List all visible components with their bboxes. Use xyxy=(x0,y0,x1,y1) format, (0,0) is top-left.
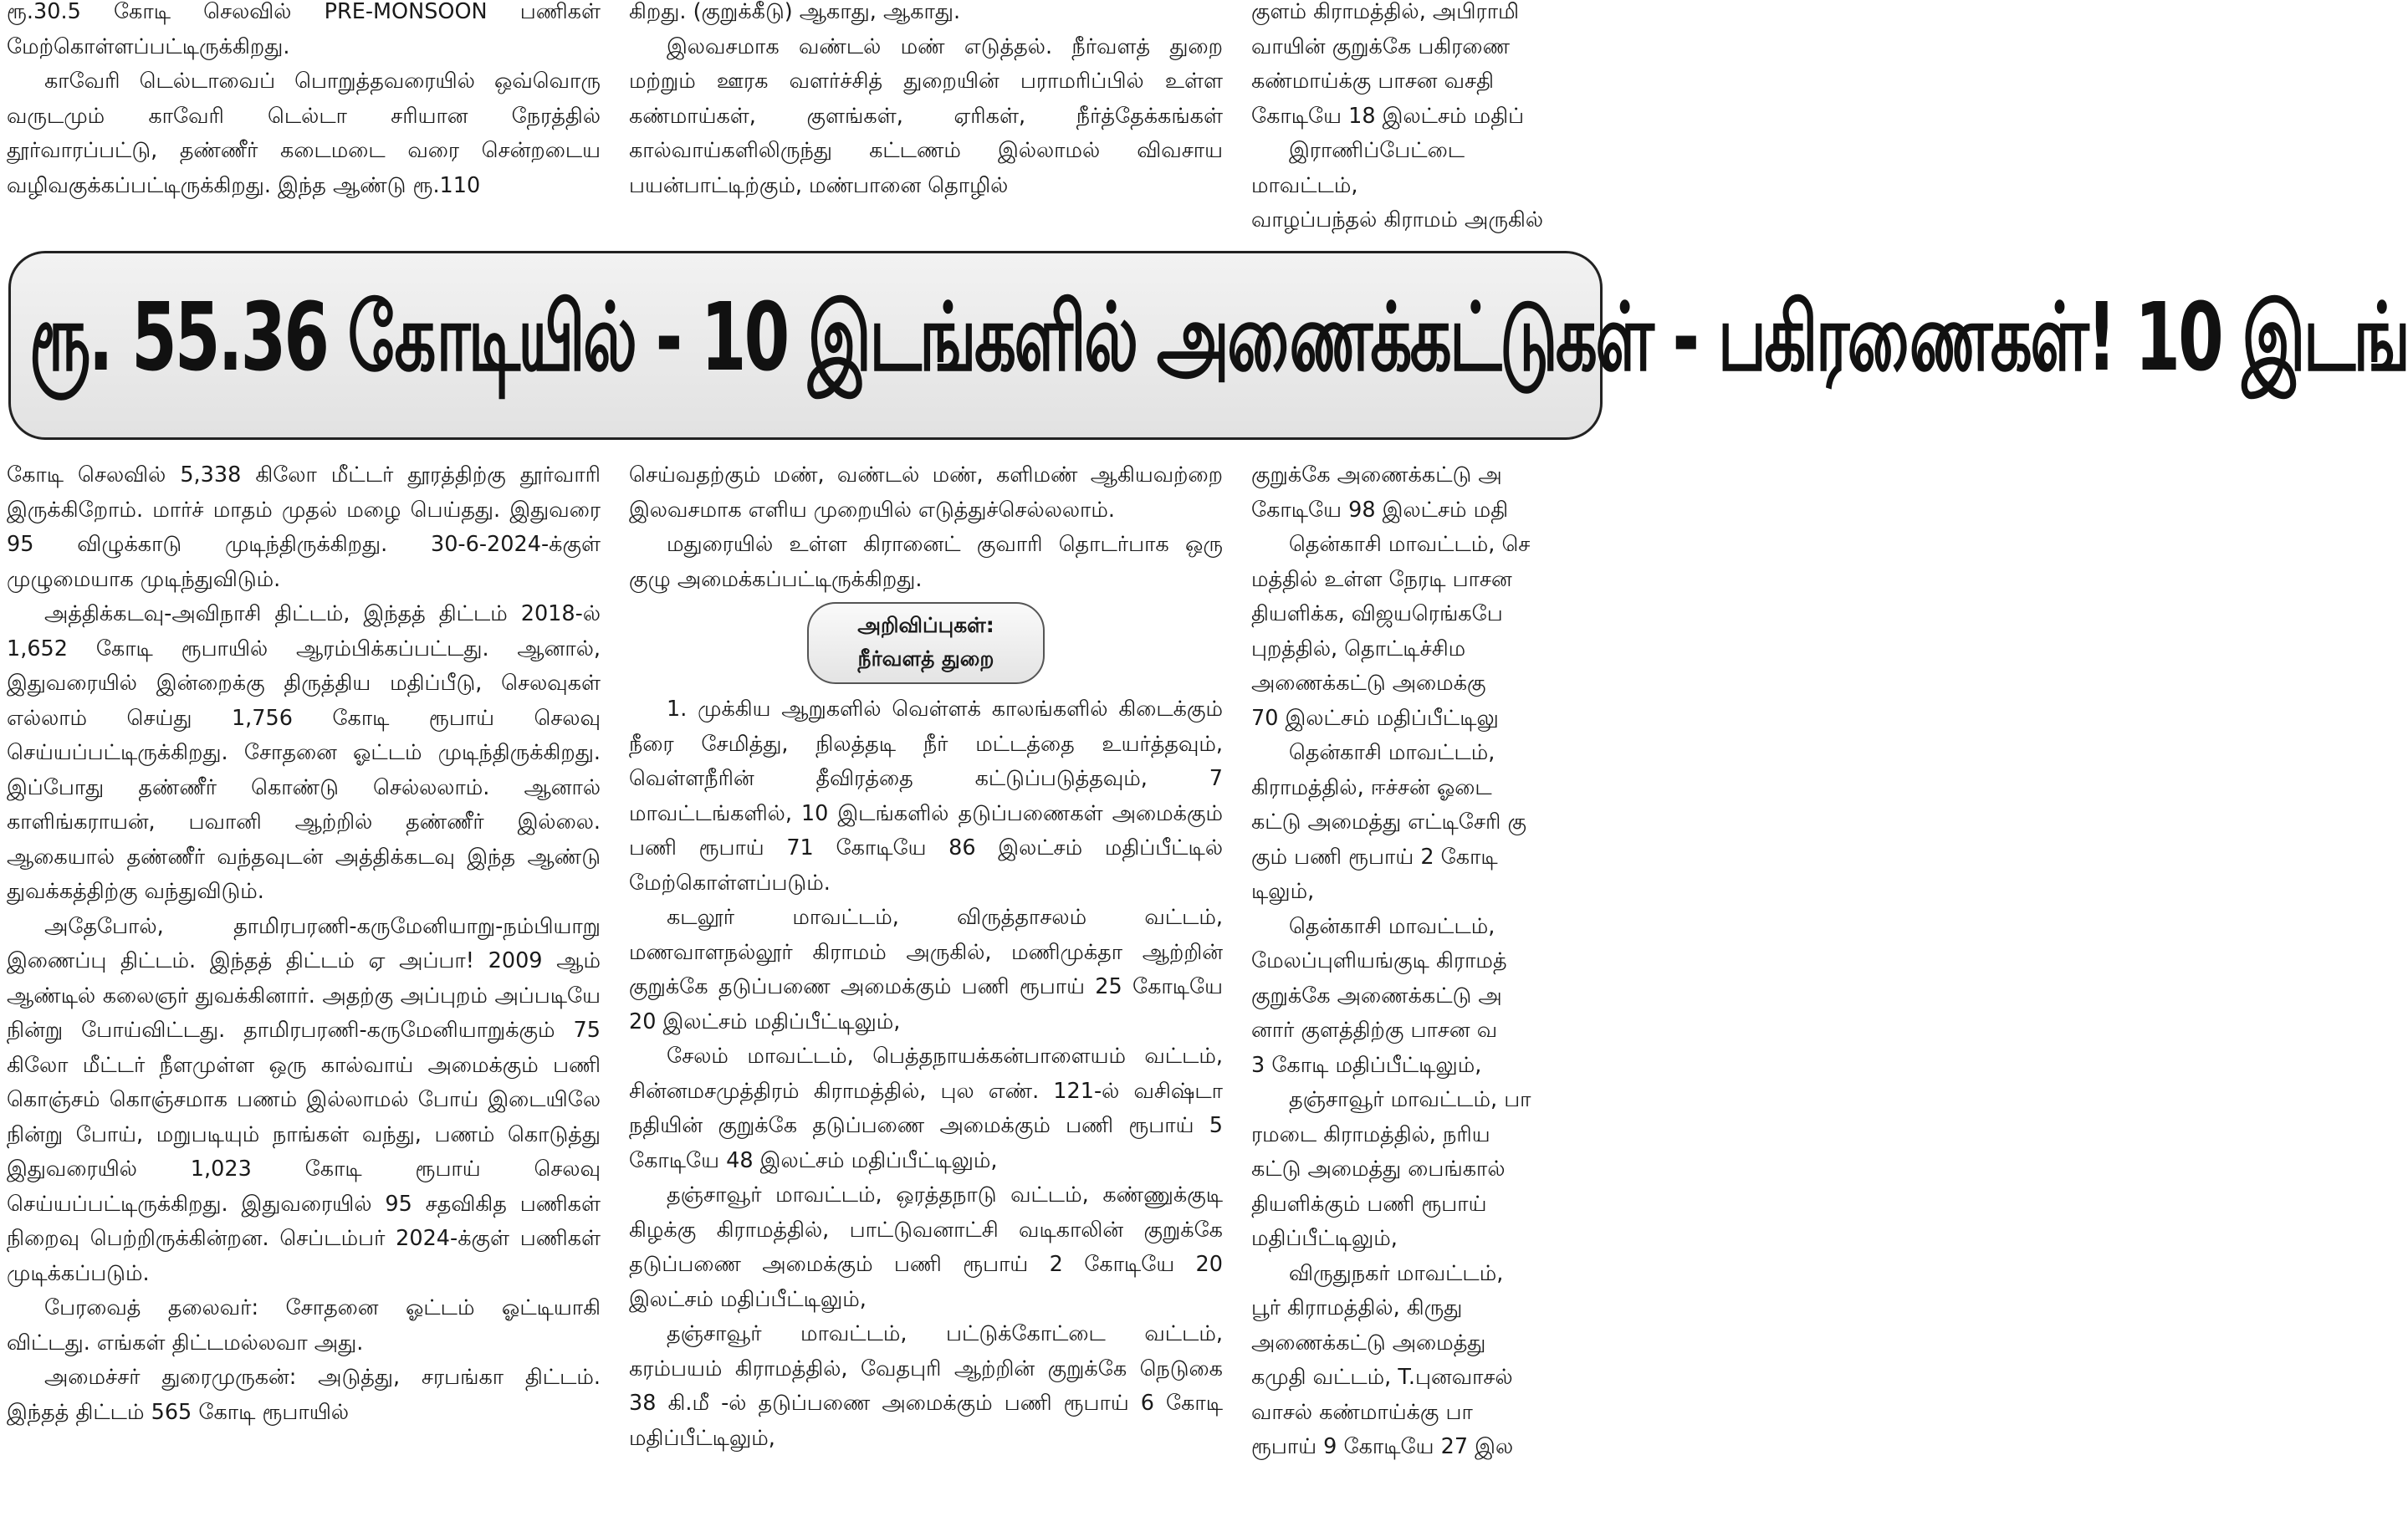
right-column xyxy=(1251,458,1552,1537)
line: கோடியே 18 இலட்சம் மதிப் xyxy=(1251,103,1525,129)
line: தென்காசி மாவட்டம், xyxy=(1289,913,1495,939)
line: குறுக்கே அணைக்கட்டு அ xyxy=(1251,462,1502,488)
line: வாழப்பந்தல் கிராமம் அருகில் xyxy=(1251,207,1544,232)
middle-column xyxy=(629,458,1223,1537)
department-heading: நீர்வளத் துறை xyxy=(857,646,994,671)
headline-banner xyxy=(8,251,2408,440)
top-right-column xyxy=(1251,0,1552,246)
paragraph: தஞ்சாவூர் மாவட்டம், ஒரத்தநாடு வட்டம், கண்ணுக்குடி கிழக்கு கிராமத்தில், பாட்டுவனாட்சி வடிகாலின் குறுக்கே தடுப்பணை அமைக்கும் பணி ரூபாய் 2 கோடியே 20 இலட்சம் மதிப்பீட்டிலும், xyxy=(629,1182,1223,1312)
top-middle-column xyxy=(629,0,1223,246)
line: ரமடை கிராமத்தில், நரிய xyxy=(1251,1121,1490,1147)
paragraph: இலவசமாக வண்டல் மண் எடுத்தல். நீர்வளத் துறை மற்றும் ஊரக வளர்ச்சித் துறையின் பராமரிப்பில் உள்ள கண்மாய்கள், குளங்கள், ஏரிகள், நீர்த்தேக்கங்கள் கால்வாய்களிலிருந்து கட்டணம் இல்லாமல் விவசாய பயன்பாட்டிற்கும், மண்பானை தொழில் xyxy=(629,33,1223,198)
paragraph: கிறது. (குறுக்கீடு) ஆகாது, ஆகாது. xyxy=(629,0,961,24)
line: பூர் கிராமத்தில், கிருது xyxy=(1251,1295,1463,1320)
paragraph: மதுரையில் உள்ள கிரானைட் குவாரி தொடர்பாக ஒரு குழு அமைக்கப்பட்டிருக்கிறது. xyxy=(629,532,1223,592)
line: விருதுநகர் மாவட்டம், xyxy=(1289,1260,1504,1286)
line: கட்டு அமைத்து எட்டிசேரி கு xyxy=(1251,809,1526,835)
paragraph: பேரவைத் தலைவர்: சோதனை ஓட்டம் ஓட்டியாகி விட்டது. எங்கள் திட்டமல்லவா அது. xyxy=(7,1295,601,1356)
line: கண்மாய்க்கு பாசன வசதி xyxy=(1251,69,1495,94)
line: தியளிக்கும் பணி ரூபாய் xyxy=(1251,1191,1487,1217)
line: கமுதி வட்டம், T.புனவாசல் xyxy=(1251,1365,1513,1390)
announcements-heading: அறிவிப்புகள்: xyxy=(857,613,994,637)
line: டிலும், xyxy=(1251,879,1315,904)
paragraph: சேலம் மாவட்டம், பெத்தநாயக்கன்பாளையம் வட்டம், சின்னமசமுத்திரம் கிராமத்தில், புல எண். 121-ல் வசிஷ்டா நதியின் குறுக்கே தடுப்பணை அமைக்கும் பணி ரூபாய் 5 கோடியே 48 இலட்சம் மதிப்பீட்டிலும், xyxy=(629,1044,1223,1173)
line: புறத்தில், தொட்டிச்சிம xyxy=(1251,636,1466,661)
line: குளம் கிராமத்தில், அபிராமி xyxy=(1251,0,1520,24)
line: னார் குளத்திற்கு பாசன வ xyxy=(1251,1018,1498,1043)
paragraph: கடலூர் மாவட்டம், விருத்தாசலம் வட்டம், மணவாளநல்லூர் கிராமம் அருகில், மணிமுக்தா ஆற்றின் குறுக்கே தடுப்பணை அமைக்கும் பணி ரூபாய் 25 கோடியே 20 இலட்சம் மதிப்பீட்டிலும், xyxy=(629,905,1223,1034)
left-column xyxy=(7,458,601,1537)
line: கும் பணி ரூபாய் 2 கோடி xyxy=(1251,844,1498,870)
line: அணைக்கட்டு அமைத்து xyxy=(1251,1330,1486,1356)
line: தஞ்சாவூர் மாவட்டம், பா xyxy=(1289,1087,1531,1112)
headline-title: ரூ. 55.36 கோடியில் - 10 இடங்களில் அணைக்கட்டுகள் - பகிரணைகள்! 10 இடங் xyxy=(29,283,2408,392)
line: வாயின் குறுக்கே பகிரணை xyxy=(1251,33,1511,59)
line: தென்காசி மாவட்டம், xyxy=(1289,740,1495,765)
line: கிராமத்தில், ஈச்சன் ஓடை xyxy=(1251,774,1492,800)
line: கட்டு அமைத்து பைங்கால் xyxy=(1251,1157,1506,1182)
line: அணைக்கட்டு அமைக்கு xyxy=(1251,671,1486,696)
line: தியளிக்க, விஜயரெங்கபே xyxy=(1251,601,1503,626)
paragraph: 1. முக்கிய ஆறுகளில் வெள்ளக் காலங்களில் கிடைக்கும் நீரை சேமித்து, நிலத்தடி நீர் மட்டத்தை உயர்த்தவும், வெள்ளநீரின் தீவிரத்தை கட்டுப்படுத்தவும், 7 மாவட்டங்களில், 10 இடங்களில் தடுப்பணைகள் அமைக்கும் பணி ரூபாய் 71 கோடியே 86 இலட்சம் மதிப்பீட்டில் மேற்கொள்ளப்படும். xyxy=(629,697,1223,896)
line: மதிப்பீட்டிலும், xyxy=(1251,1226,1398,1251)
paragraph: காவேரி டெல்டாவைப் பொறுத்தவரையில் ஒவ்வொரு வருடமும் காவேரி டெல்டா சரியான நேரத்தில் தூர்வாரப்பட்டு, தண்ணீர் கடைமடை வரை சென்றடைய வழிவகுக்கப்பட்டிருக்கிறது. இந்த ஆண்டு ரூ.110 xyxy=(7,69,601,198)
line: இராணிப்பேட்டை மாவட்டம், xyxy=(1251,138,1465,198)
line: 3 கோடி மதிப்பீட்டிலும், xyxy=(1251,1052,1482,1078)
paragraph: ரூ.30.5 கோடி செலவில் PRE-MONSOON பணிகள் மேற்கொள்ளப்பட்டிருக்கிறது. xyxy=(7,0,601,59)
line: மத்தில் உள்ள நேரடி பாசன xyxy=(1251,566,1512,592)
paragraph: கோடி செலவில் 5,338 கிலோ மீட்டர் தூரத்திற்கு தூர்வாரி இருக்கிறோம். மார்ச் மாதம் முதல் மழை பெய்தது. இதுவரை 95 விழுக்காடு முடிந்திருக்கிறது. 30-6-2024-க்குள் முழுமையாக முடிந்துவிடும். xyxy=(7,462,601,592)
paragraph: அத்திக்கடவு-அவிநாசி திட்டம், இந்தத் திட்டம் 2018-ல் 1,652 கோடி ரூபாயில் ஆரம்பிக்கப்பட்டது. ஆனால், இதுவரையில் இன்றைக்கு திருத்திய மதிப்பீடு, செலவுகள் எல்லாம் செய்து 1,756 கோடி ரூபாய் செலவு செய்யப்பட்டிருக்கிறது. சோதனை ஓட்டம் முடிந்திருக்கிறது. இப்போது தண்ணீர் கொண்டு செல்லலாம். ஆனால் காளிங்கராயன், பவானி ஆற்றில் தண்ணீர் இல்லை. ஆகையால் தண்ணீர் வந்தவுடன் அத்திக்கடவு இந்த ஆண்டு துவக்கத்திற்கு வந்துவிடும். xyxy=(7,601,601,904)
line: மேலப்புளியங்குடி கிராமத் xyxy=(1251,948,1507,973)
line: வாசல் கண்மாய்க்கு பா xyxy=(1251,1399,1473,1425)
line: ரூபாய் 9 கோடியே 27 இல xyxy=(1251,1434,1514,1459)
paragraph: செய்வதற்கும் மண், வண்டல் மண், களிமண் ஆகியவற்றை இலவசமாக எளிய முறையில் எடுத்துச்செல்லலாம். xyxy=(629,462,1223,523)
line: தென்காசி மாவட்டம், செ xyxy=(1289,532,1531,557)
line: 70 இலட்சம் மதிப்பீட்டிலு xyxy=(1251,705,1499,731)
line: கோடியே 98 இலட்சம் மதி xyxy=(1251,497,1509,523)
announcements-badge xyxy=(807,602,1045,684)
paragraph: அதேபோல், தாமிரபரணி-கருமேனியாறு-நம்பியாறு இணைப்பு திட்டம். இந்தத் திட்டம் ஏ அப்பா! 2009 ஆம் ஆண்டில் கலைஞர் துவக்கினார். அதற்கு அப்புறம் அப்படியே நின்று போய்விட்டது. தாமிரபரணி-கருமேனியாறுக்கும் 75 கிலோ மீட்டர் நீளமுள்ள ஒரு கால்வாய் அமைக்கும் பணி கொஞ்சம் கொஞ்சமாக பணம் இல்லாமல் போய் இடையிலே நின்று போய், மறுபடியும் நாங்கள் வந்து, பணம் கொடுத்து இதுவரையில் 1,023 கோடி ரூபாய் செலவு செய்யப்பட்டிருக்கிறது. இதுவரையில் 95 சதவிகித பணிகள் நிறைவு பெற்றிருக்கின்றன. செப்டம்பர் 2024-க்குள் பணிகள் முடிக்கப்படும். xyxy=(7,913,601,1286)
paragraph: அமைச்சர் துரைமுருகன்: அடுத்து, சரபங்கா திட்டம். இந்தத் திட்டம் 565 கோடி ரூபாயில் xyxy=(7,1365,601,1425)
line: குறுக்கே அணைக்கட்டு அ xyxy=(1251,983,1502,1008)
top-left-column xyxy=(7,0,601,246)
paragraph: தஞ்சாவூர் மாவட்டம், பட்டுக்கோட்டை வட்டம், கரம்பயம் கிராமத்தில், வேதபுரி ஆற்றின் குறுக்கே நெடுகை 38 கி.மீ -ல் தடுப்பணை அமைக்கும் பணி ரூபாய் 6 கோடி மதிப்பீட்டிலும், xyxy=(629,1321,1223,1451)
